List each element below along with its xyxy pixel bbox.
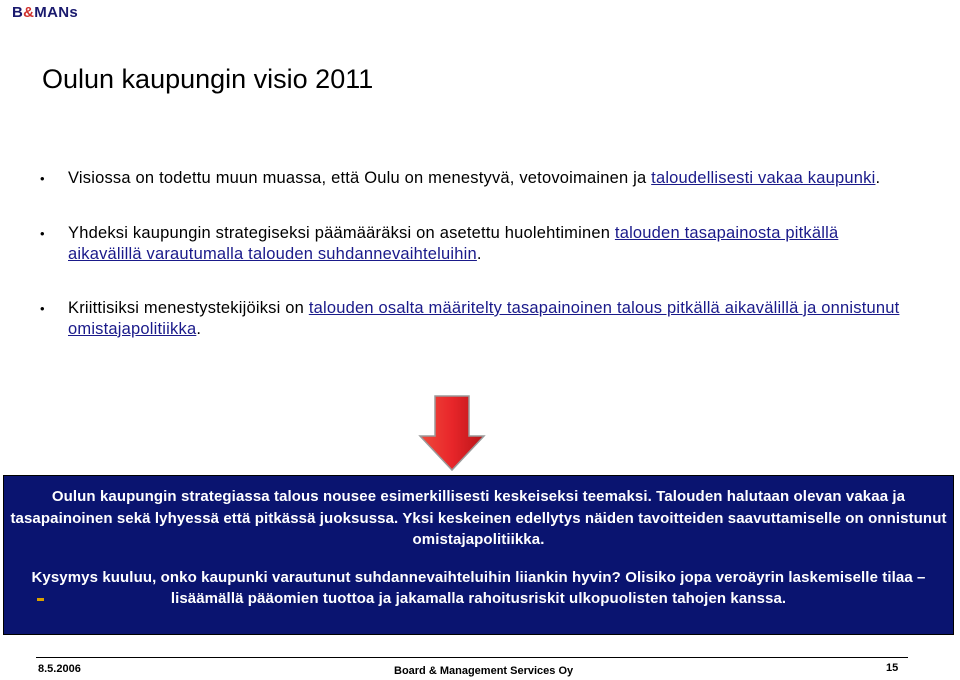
callout-paragraph-1: Oulun kaupungin strategiassa talous nousee esimerkillisesti keskeiseksi teemaksi. Talouden halutaan olevan vakaa ja tasapainoinen sekä lyhyessä että pitkässä juoksussa. Yksi keskeinen edellytys näiden tavoitteiden saavuttamiselle on onnistunut omistajapolitiikka. bbox=[10, 488, 947, 548]
bullet-list bbox=[40, 168, 900, 340]
bullet-text: Visiossa on todettu muun muassa, että Oulu on menestyvä, vetovoimainen ja bbox=[68, 169, 652, 187]
footer-date: 8.5.2006 bbox=[38, 663, 81, 675]
bullet-text: Kriittisiksi menestystekijöiksi on bbox=[68, 299, 309, 317]
slide-title: Oulun kaupungin visio 2011 bbox=[42, 64, 374, 94]
logo-text-mans: MANs bbox=[34, 4, 78, 21]
bullet-text-end: . bbox=[476, 245, 482, 263]
bullet-link[interactable]: talouden tasapainosta pitkällä aikavälillä varautumalla talouden suhdannevaihteluihin bbox=[68, 224, 839, 263]
bullet-text: Yhdeksi kaupungin strategiseksi päämääräksi on asetettu huolehtiminen bbox=[68, 224, 615, 242]
decorative-mark bbox=[37, 598, 44, 601]
bullet-item bbox=[40, 168, 900, 189]
bullet-item bbox=[40, 223, 900, 265]
bullet-link[interactable]: talouden osalta määritelty tasapainoinen talous pitkällä aikavälillä ja onnistunut omistajapolitiikka bbox=[68, 299, 900, 338]
callout-paragraph-2: Kysymys kuuluu, onko kaupunki varautunut suhdannevaihteluihin liiankin hyvin? Olisiko jopa veroäyrin laskemiselle tilaa – lisäämällä pääomien tuottoa ja jakamalla rahoitusriskit ulkopuolisten tahojen kanssa. bbox=[31, 568, 926, 607]
callout-box bbox=[3, 475, 954, 635]
logo-ampersand: & bbox=[23, 4, 35, 21]
bullet-link[interactable]: taloudellisesti vakaa kaupunki bbox=[651, 169, 876, 187]
page-number: 15 bbox=[886, 662, 899, 674]
bullet-item bbox=[40, 298, 900, 340]
bullet-text-end: . bbox=[196, 320, 202, 338]
logo-text-b: B bbox=[12, 4, 24, 21]
footer-company: Board & Management Services Oy bbox=[394, 665, 574, 677]
down-arrow-icon bbox=[418, 394, 486, 472]
bullet-text-end: . bbox=[875, 169, 881, 187]
company-logo bbox=[12, 4, 78, 21]
footer-divider bbox=[36, 657, 908, 658]
